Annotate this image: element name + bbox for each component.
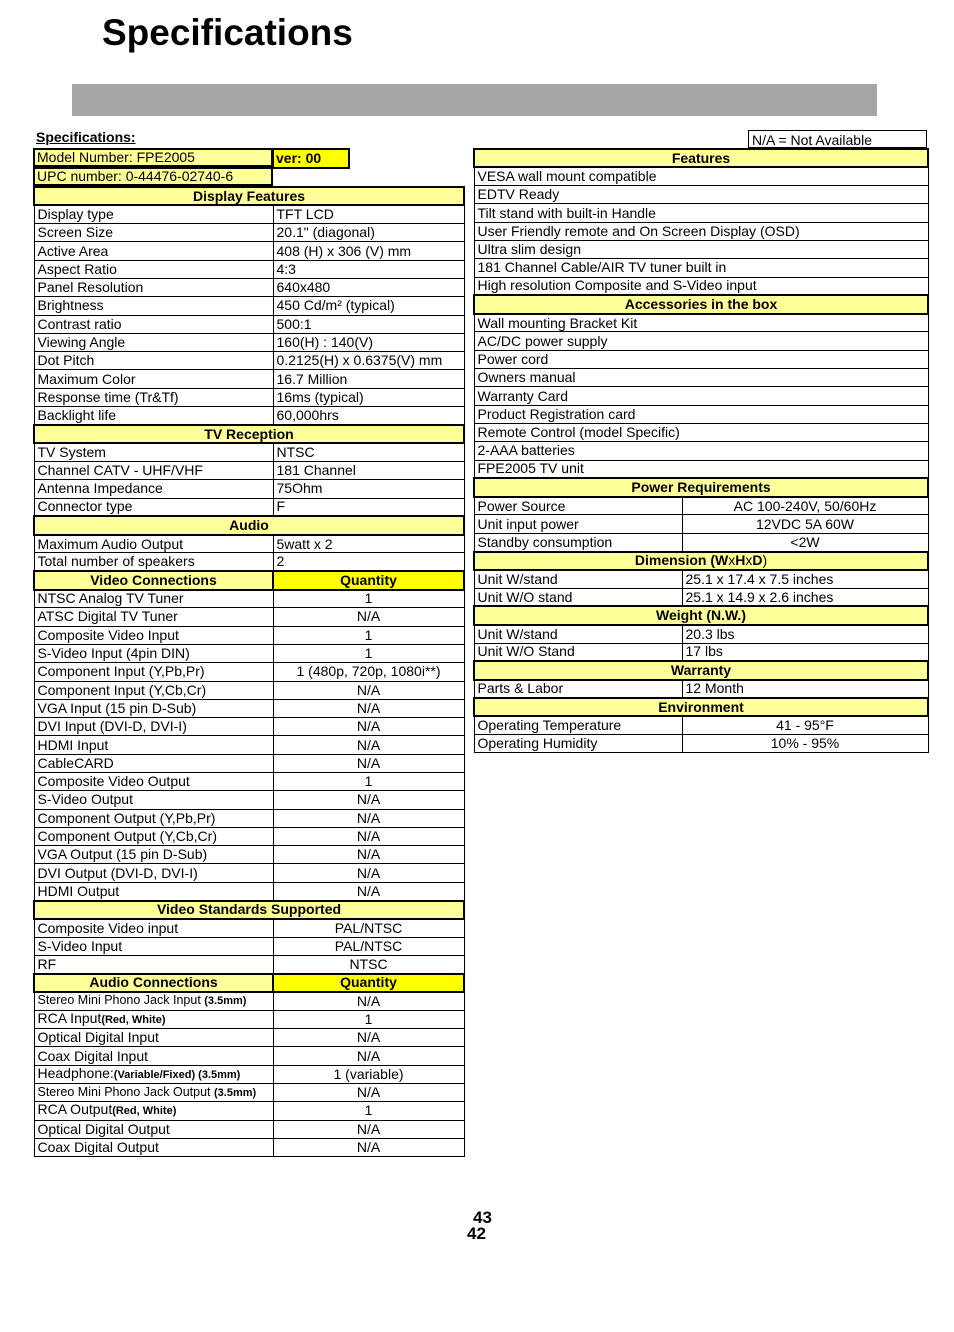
table-row	[34, 1010, 464, 1028]
table-row	[34, 992, 464, 1010]
page-number-42: 42	[467, 1224, 486, 1243]
table-row	[34, 1084, 464, 1102]
audio-connection-value: N/A	[273, 1029, 464, 1047]
video-standard-value: PAL/NTSC	[273, 919, 464, 937]
audio-connection-label	[34, 992, 273, 1010]
table-row	[474, 680, 928, 698]
video-connection-value: N/A	[273, 827, 464, 845]
display-spec-value: 20.1" (diagonal)	[273, 224, 464, 242]
video-connection-label: HDMI Output	[34, 882, 273, 900]
table-row	[34, 1102, 464, 1120]
table-row	[474, 332, 928, 350]
table-row	[34, 1065, 464, 1083]
weight-spec-label: Unit W/O Stand	[474, 643, 682, 661]
audio-connection-name: RCA Output	[37, 1101, 113, 1118]
table-row	[34, 827, 464, 845]
warranty-spec-value: 12 Month	[682, 680, 928, 698]
table-row	[34, 352, 464, 370]
audio-connection-value: 1	[273, 1102, 464, 1120]
environment-header	[474, 698, 928, 716]
audio-connection-name: RCA Input	[37, 1010, 102, 1026]
audio-connection-value: 1	[273, 1010, 464, 1028]
left-spec-table	[33, 186, 465, 1157]
display-spec-value: 60,000hrs	[273, 407, 464, 425]
audio-connection-label	[34, 1010, 273, 1028]
dimension-spec-value: 25.1 x 14.9 x 2.6 inches	[682, 588, 928, 606]
tv-spec-value: 75Ohm	[273, 480, 464, 498]
table-row	[34, 809, 464, 827]
video-connection-label: HDMI Input	[34, 736, 273, 754]
tv-spec-label: TV System	[34, 443, 273, 461]
audio-spec-value: 2	[273, 553, 464, 571]
table-row	[474, 716, 928, 734]
video-connection-label: Component Input (Y,Pb,Pr)	[34, 663, 273, 681]
model-number: Model Number: FPE2005	[33, 148, 273, 167]
display-spec-label: Contrast ratio	[34, 315, 273, 333]
table-row	[474, 405, 928, 423]
table-row	[34, 846, 464, 864]
video-connection-value: 1	[273, 590, 464, 608]
audio-connection-name: Optical Digital Input	[37, 1029, 159, 1046]
display-spec-value: 0.2125(H) x 0.6375(V) mm	[273, 352, 464, 370]
video-connection-value: N/A	[273, 882, 464, 900]
audio-connection-detail: (Red, White)	[101, 1014, 166, 1026]
table-row	[34, 919, 464, 937]
tv-reception-title: TV Reception	[34, 425, 464, 443]
power-spec-label: Standby consumption	[474, 533, 682, 551]
display-spec-value: 450 Cd/m² (typical)	[273, 297, 464, 315]
audio-connections-quantity-label: Quantity	[273, 974, 464, 992]
environment-title: Environment	[474, 698, 928, 716]
table-row	[474, 369, 928, 387]
audio-connection-value: N/A	[273, 1047, 464, 1065]
audio-connection-label	[34, 1120, 273, 1138]
dimension-header	[474, 552, 928, 570]
display-features-header	[34, 187, 464, 205]
display-spec-label: Backlight life	[34, 407, 273, 425]
display-spec-label: Panel Resolution	[34, 278, 273, 296]
video-connection-label: Component Output (Y,Cb,Cr)	[34, 827, 273, 845]
accessory-item: AC/DC power supply	[474, 332, 928, 350]
video-connections-title: Video Connections	[34, 571, 273, 589]
display-spec-value: 160(H) : 140(V)	[273, 333, 464, 351]
video-standards-title: Video Standards Supported	[34, 901, 464, 919]
video-connection-value: 1	[273, 773, 464, 791]
accessory-item: Wall mounting Bracket Kit	[474, 314, 928, 332]
table-row	[474, 588, 928, 606]
table-row	[34, 260, 464, 278]
audio-connection-name: Stereo Mini Phono Jack Input	[37, 993, 205, 1008]
upc-number: UPC number: 0-44476-02740-6	[33, 167, 273, 186]
power-spec-label: Unit input power	[474, 515, 682, 533]
table-row	[34, 663, 464, 681]
table-row	[34, 1029, 464, 1047]
display-spec-value: TFT LCD	[273, 205, 464, 223]
tv-spec-label: Antenna Impedance	[34, 480, 273, 498]
table-row	[34, 736, 464, 754]
video-connection-value: N/A	[273, 864, 464, 882]
audio-title: Audio	[34, 516, 464, 534]
video-standard-value: NTSC	[273, 955, 464, 973]
video-connection-value: N/A	[273, 718, 464, 736]
table-row	[34, 553, 464, 571]
table-row	[474, 442, 928, 460]
audio-connections-header	[34, 974, 464, 992]
audio-connection-detail: (3.5mm)	[213, 1086, 257, 1099]
video-connection-label: ATSC Digital TV Tuner	[34, 608, 273, 626]
table-row	[474, 167, 928, 185]
video-standard-label: Composite Video input	[34, 919, 273, 937]
video-connection-label: VGA Output (15 pin D-Sub)	[34, 846, 273, 864]
table-row	[34, 754, 464, 772]
warranty-header	[474, 661, 928, 679]
table-row	[34, 626, 464, 644]
accessory-item: Warranty Card	[474, 387, 928, 405]
table-row	[474, 186, 928, 204]
table-row	[474, 735, 928, 753]
audio-connection-detail: (Variable/Fixed) (3.5mm)	[113, 1068, 241, 1081]
feature-item: Tilt stand with built-in Handle	[474, 204, 928, 222]
audio-connection-name: Coax Digital Input	[37, 1047, 149, 1064]
feature-item: High resolution Composite and S-Video input	[474, 277, 928, 295]
table-row	[34, 333, 464, 351]
accessories-title: Accessories in the box	[474, 295, 928, 313]
table-row	[34, 955, 464, 973]
audio-connection-label	[34, 1047, 273, 1065]
environment-spec-value: 41 - 95°F	[682, 716, 928, 734]
dimension-title-part: D	[752, 552, 763, 569]
page-title: Specifications	[102, 12, 353, 53]
video-connection-value: N/A	[273, 736, 464, 754]
video-connections-quantity-label: Quantity	[273, 571, 464, 589]
table-row	[474, 497, 928, 515]
table-row	[474, 533, 928, 551]
table-row	[34, 773, 464, 791]
display-spec-label: Active Area	[34, 242, 273, 260]
dimension-title-part: H	[735, 552, 746, 569]
tv-spec-label: Channel CATV - UHF/VHF	[34, 461, 273, 479]
video-connection-value: N/A	[273, 681, 464, 699]
weight-spec-label: Unit W/stand	[474, 625, 682, 643]
accessory-item: Remote Control (model Specific)	[474, 423, 928, 441]
display-spec-label: Viewing Angle	[34, 333, 273, 351]
dimension-spec-value: 25.1 x 17.4 x 7.5 inches	[682, 570, 928, 588]
video-connection-value: N/A	[273, 754, 464, 772]
display-spec-label: Response time (Tr&Tf)	[34, 388, 273, 406]
specifications-label: Specifications:	[36, 129, 136, 145]
video-connection-value: 1 (480p, 720p, 1080i**)	[273, 663, 464, 681]
audio-header	[34, 516, 464, 534]
table-row	[34, 443, 464, 461]
dimension-title-part: )	[762, 552, 768, 569]
audio-connection-value: N/A	[273, 1138, 464, 1156]
power-spec-value: <2W	[682, 533, 928, 551]
page-number-43: 43	[473, 1208, 492, 1227]
video-connection-label: S-Video Input (4pin DIN)	[34, 644, 273, 662]
dimension-spec-label: Unit W/O stand	[474, 588, 682, 606]
table-row	[474, 204, 928, 222]
table-row	[34, 315, 464, 333]
accessory-item: 2-AAA batteries	[474, 442, 928, 460]
table-row	[34, 1120, 464, 1138]
tv-spec-label: Connector type	[34, 498, 273, 516]
table-row	[474, 314, 928, 332]
video-connection-label: VGA Input (15 pin D-Sub)	[34, 699, 273, 717]
dimension-title-part: Dimension (	[634, 552, 715, 569]
feature-item: VESA wall mount compatible	[474, 167, 928, 185]
video-standard-label: RF	[34, 955, 273, 973]
tv-spec-value: F	[273, 498, 464, 516]
table-row	[34, 791, 464, 809]
video-connection-value: N/A	[273, 809, 464, 827]
audio-connection-detail: (Red, White)	[112, 1105, 177, 1118]
environment-spec-label: Operating Humidity	[474, 735, 682, 753]
video-connection-label: Composite Video Output	[34, 773, 273, 791]
video-connection-label: CableCARD	[34, 754, 273, 772]
accessory-item: FPE2005 TV unit	[474, 460, 928, 478]
weight-spec-value: 20.3 lbs	[682, 625, 928, 643]
audio-connection-value: N/A	[273, 1120, 464, 1138]
environment-spec-label: Operating Temperature	[474, 716, 682, 734]
table-row	[34, 297, 464, 315]
video-connection-value: 1	[273, 626, 464, 644]
video-connection-label: Component Input (Y,Cb,Cr)	[34, 681, 273, 699]
features-header	[474, 149, 928, 167]
video-connection-label: Component Output (Y,Pb,Pr)	[34, 809, 273, 827]
dimension-title-part: x	[728, 552, 736, 569]
table-row	[34, 1138, 464, 1156]
table-row	[34, 278, 464, 296]
feature-item: Ultra slim design	[474, 240, 928, 258]
audio-connection-label	[34, 1138, 273, 1156]
video-connection-label: NTSC Analog TV Tuner	[34, 590, 273, 608]
display-spec-label: Display type	[34, 205, 273, 223]
table-row	[474, 350, 928, 368]
table-row	[474, 423, 928, 441]
table-row	[474, 570, 928, 588]
table-row	[34, 590, 464, 608]
table-row	[474, 222, 928, 240]
table-row	[34, 480, 464, 498]
table-row	[474, 625, 928, 643]
power-requirements-header	[474, 478, 928, 496]
table-row	[34, 242, 464, 260]
video-connection-label: DVI Input (DVI-D, DVI-I)	[34, 718, 273, 736]
audio-connection-name: Stereo Mini Phono Jack Output	[37, 1084, 214, 1099]
weight-header	[474, 606, 928, 624]
display-spec-label: Dot Pitch	[34, 352, 273, 370]
table-row	[34, 1047, 464, 1065]
video-connection-value: N/A	[273, 699, 464, 717]
dimension-title	[474, 552, 928, 570]
audio-connection-name: Coax Digital Output	[37, 1139, 159, 1156]
feature-item: User Friendly remote and On Screen Display (OSD)	[474, 222, 928, 240]
video-standards-header	[34, 901, 464, 919]
table-row	[34, 535, 464, 553]
environment-spec-value: 10% - 95%	[682, 735, 928, 753]
accessories-header	[474, 295, 928, 313]
dimension-title-part: W	[715, 552, 729, 569]
display-spec-value: 500:1	[273, 315, 464, 333]
audio-spec-label: Maximum Audio Output	[34, 535, 273, 553]
table-row	[34, 407, 464, 425]
table-row	[34, 224, 464, 242]
tv-spec-value: 181 Channel	[273, 461, 464, 479]
version-badge: ver: 00	[272, 148, 350, 169]
feature-item: 181 Channel Cable/AIR TV tuner built in	[474, 259, 928, 277]
accessory-item: Product Registration card	[474, 405, 928, 423]
dimension-spec-label: Unit W/stand	[474, 570, 682, 588]
audio-spec-value: 5watt x 2	[273, 535, 464, 553]
accessory-item: Power cord	[474, 350, 928, 368]
video-standard-label: S-Video Input	[34, 937, 273, 955]
audio-spec-label: Total number of speakers	[34, 553, 273, 571]
table-row	[474, 643, 928, 661]
power-spec-value: 12VDC 5A 60W	[682, 515, 928, 533]
video-connection-value: N/A	[273, 846, 464, 864]
tv-spec-value: NTSC	[273, 443, 464, 461]
weight-spec-value: 17 lbs	[682, 643, 928, 661]
video-connections-header	[34, 571, 464, 589]
table-row	[34, 370, 464, 388]
table-row	[474, 460, 928, 478]
audio-connection-label	[34, 1102, 273, 1120]
table-row	[34, 461, 464, 479]
tv-reception-header	[34, 425, 464, 443]
features-title: Features	[474, 149, 928, 167]
accessory-item: Owners manual	[474, 369, 928, 387]
warranty-spec-label: Parts & Labor	[474, 680, 682, 698]
table-row	[34, 699, 464, 717]
audio-connection-label	[34, 1029, 273, 1047]
table-row	[34, 498, 464, 516]
display-spec-value: 16.7 Million	[273, 370, 464, 388]
audio-connection-value: 1 (variable)	[273, 1065, 464, 1083]
audio-connection-value: N/A	[273, 992, 464, 1010]
table-row	[474, 277, 928, 295]
table-row	[474, 259, 928, 277]
video-connection-label: S-Video Output	[34, 791, 273, 809]
video-connection-label: Composite Video Input	[34, 626, 273, 644]
display-spec-label: Maximum Color	[34, 370, 273, 388]
table-row	[34, 882, 464, 900]
warranty-title: Warranty	[474, 661, 928, 679]
table-row	[474, 240, 928, 258]
display-spec-value: 408 (H) x 306 (V) mm	[273, 242, 464, 260]
table-row	[34, 388, 464, 406]
video-connection-value: N/A	[273, 608, 464, 626]
audio-connection-label	[34, 1065, 273, 1083]
table-row	[34, 864, 464, 882]
power-requirements-title: Power Requirements	[474, 478, 928, 496]
video-connection-value: 1	[273, 644, 464, 662]
display-spec-label: Screen Size	[34, 224, 273, 242]
table-row	[34, 718, 464, 736]
table-row	[34, 681, 464, 699]
display-spec-value: 4:3	[273, 260, 464, 278]
video-connection-label: DVI Output (DVI-D, DVI-I)	[34, 864, 273, 882]
display-spec-label: Aspect Ratio	[34, 260, 273, 278]
audio-connection-value: N/A	[273, 1084, 464, 1102]
table-row	[34, 205, 464, 223]
right-spec-table	[473, 148, 929, 753]
table-row	[34, 608, 464, 626]
display-spec-value: 16ms (typical)	[273, 388, 464, 406]
display-spec-label: Brightness	[34, 297, 273, 315]
audio-connection-name: Headphone:	[37, 1065, 114, 1081]
audio-connection-name: Optical Digital Output	[37, 1120, 170, 1137]
table-row	[474, 515, 928, 533]
power-spec-label: Power Source	[474, 497, 682, 515]
na-note: N/A = Not Available	[748, 130, 927, 148]
display-features-title: Display Features	[34, 187, 464, 205]
table-row	[474, 387, 928, 405]
video-standard-value: PAL/NTSC	[273, 937, 464, 955]
feature-item: EDTV Ready	[474, 186, 928, 204]
dimension-title-part: x	[745, 552, 753, 569]
display-spec-value: 640x480	[273, 278, 464, 296]
table-row	[34, 644, 464, 662]
audio-connection-label	[34, 1084, 273, 1102]
video-connection-value: N/A	[273, 791, 464, 809]
audio-connection-detail: (3.5mm)	[204, 995, 247, 1008]
header-bar	[72, 84, 877, 116]
weight-title: Weight (N.W.)	[474, 606, 928, 624]
audio-connections-title: Audio Connections	[34, 974, 273, 992]
table-row	[34, 937, 464, 955]
power-spec-value: AC 100-240V, 50/60Hz	[682, 497, 928, 515]
